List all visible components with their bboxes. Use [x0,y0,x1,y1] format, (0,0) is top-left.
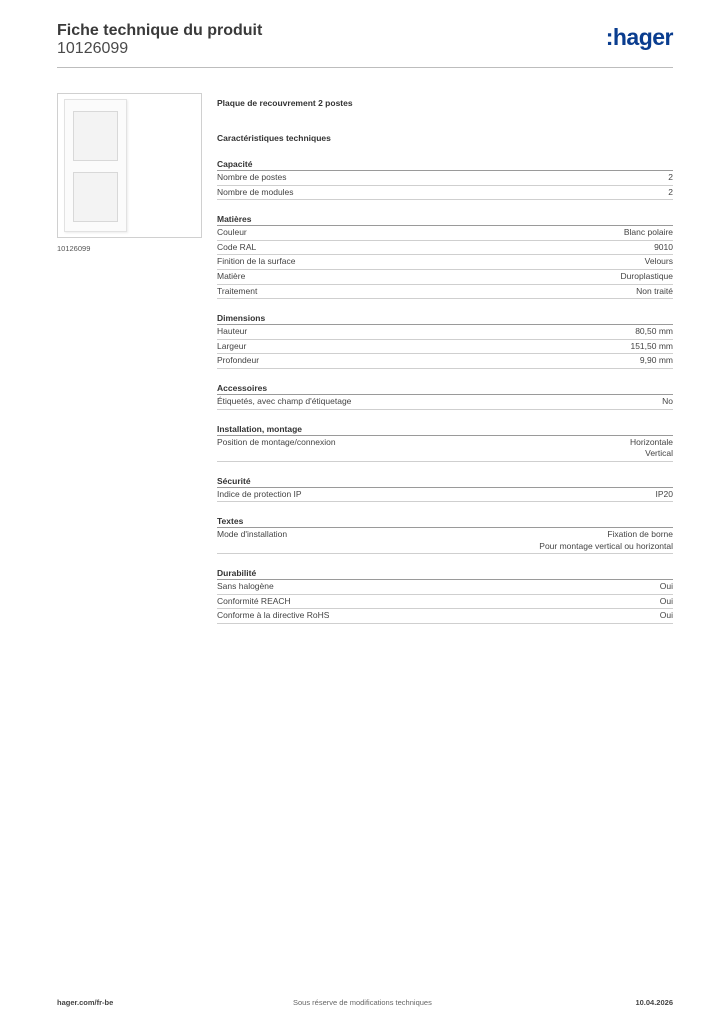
spec-sections [217,157,673,624]
spec-label: Conformité REACH [217,595,291,606]
spec-row [217,171,673,186]
spec-value [624,227,673,239]
spec-value-line: Oui [659,595,673,606]
spec-label: Étiquetés, avec champ d'étiquetage [217,395,352,406]
product-code: 10126099 [57,40,129,57]
spec-value-line: Duroplastique [620,270,673,281]
section-title: Capacité [217,157,673,171]
spec-label: Code RAL [217,241,257,252]
spec-value [660,596,673,608]
spec-row [217,436,673,462]
spec-value-line: Horizontale [630,436,673,447]
section-title: Dimensions [217,311,673,325]
spec-label: Traitement [217,285,258,296]
spec-row [217,580,673,595]
spec-value [630,437,673,460]
spec-section [217,157,673,200]
hager-logo: :hager [605,24,673,50]
spec-label: Matière [217,270,246,281]
spec-label: Profondeur [217,355,260,366]
spec-label: Position de montage/connexion [217,436,336,447]
spec-section [217,474,673,503]
page-footer [57,998,673,1010]
spec-value [660,581,673,593]
spec-row [217,609,673,624]
spec-section [217,212,673,299]
image-caption: 10126099 [57,244,91,253]
section-title: Installation, montage [217,422,673,436]
spec-value-line: Fixation de borne [607,529,673,540]
section-title: Accessoires [217,381,673,395]
spec-section [217,514,673,554]
section-title: Durabilité [217,566,673,580]
spec-value [662,396,673,408]
page-title: Fiche technique du produit [57,22,263,39]
footer-website: hager.com/fr-be [57,998,114,1007]
spec-value [636,286,673,298]
spec-value-line: Pour montage vertical ou horizontal [539,540,673,551]
spec-row [217,488,673,503]
footer-disclaimer: Sous réserve de modifications techniques [293,998,432,1007]
spec-value-line: Oui [659,610,673,621]
spec-row [217,226,673,241]
spec-label: Conforme à la directive RoHS [217,610,330,621]
product-image [57,93,202,238]
spec-value-line: Vertical [645,448,673,459]
spec-row [217,186,673,201]
spec-value-line: 151,50 mm [630,340,673,351]
spec-section [217,566,673,624]
spec-value-line: IP20 [655,488,673,499]
spec-label: Largeur [217,340,247,351]
plate-slot-bottom [73,172,118,222]
spec-value [621,271,673,283]
spec-row [217,395,673,410]
spec-label: Hauteur [217,326,248,337]
spec-value [668,172,673,184]
spec-value-line: Oui [659,581,673,592]
spec-row [217,285,673,300]
spec-row [217,595,673,610]
spec-label: Nombre de modules [217,186,294,197]
spec-value-line: 80,50 mm [635,326,673,337]
product-details [217,96,673,624]
spec-label: Nombre de postes [217,172,287,182]
section-title: Sécurité [217,474,673,488]
section-title: Matières [217,212,673,226]
spec-section [217,381,673,410]
spec-value-line: Blanc polaire [623,227,673,238]
product-name: Plaque de recouvrement 2 postes [217,98,353,108]
spec-label: Finition de la surface [217,256,296,267]
spec-label: Couleur [217,227,247,238]
footer-date: 10.04.2026 [635,998,673,1007]
spec-label: Mode d'installation [217,529,288,540]
spec-row [217,255,673,270]
spec-section [217,311,673,369]
spec-value-line: Velours [644,256,673,267]
spec-value-line: No [662,395,673,406]
spec-value-line: 2 [668,172,673,182]
spec-value-line: 2 [668,186,673,197]
spec-label: Indice de protection IP [217,488,302,499]
cover-plate-illustration [64,99,127,232]
spec-row [217,241,673,256]
spec-value-line: Non traité [636,285,673,296]
spec-value-line: 9,90 mm [639,355,673,366]
section-title: Textes [217,514,673,528]
technical-characteristics-title: Caractéristiques techniques [217,133,331,143]
spec-value [668,187,673,199]
spec-value [630,341,673,353]
page-header [57,20,673,68]
spec-value [539,529,673,552]
spec-value [645,256,673,268]
spec-value [660,610,673,622]
spec-row [217,340,673,355]
spec-label: Sans halogène [217,581,274,592]
spec-row [217,354,673,369]
spec-row [217,325,673,340]
spec-value [656,489,674,501]
spec-row [217,270,673,285]
spec-value [654,242,673,254]
spec-section [217,422,673,462]
spec-value-line: 9010 [654,241,673,252]
spec-value [635,326,673,338]
plate-slot-top [73,111,118,161]
spec-value [640,355,673,367]
spec-row [217,528,673,554]
